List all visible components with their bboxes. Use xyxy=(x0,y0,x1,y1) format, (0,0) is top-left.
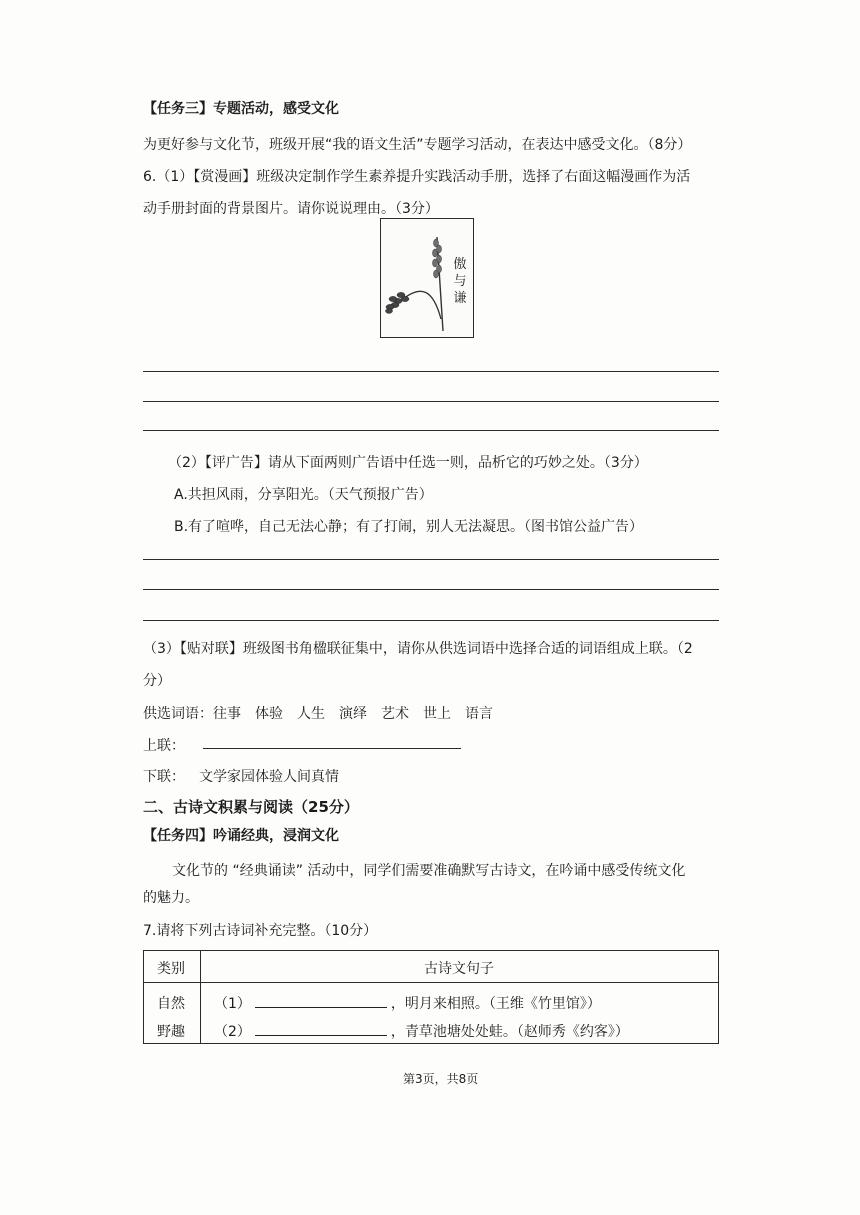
lower-couplet-label: 下联： xyxy=(143,769,185,785)
page-footer: 第3页，共8页 xyxy=(403,1072,479,1086)
lower-couplet-text: 文学家园体验人间真情 xyxy=(199,769,339,785)
task4-intro-line2: 的魅力。 xyxy=(143,890,199,906)
word-bank-item: 语言 xyxy=(465,706,493,722)
q6-part3-line1: （3）【贴对联】班级图书角楹联征集中，请你从供选词语中选择合适的词语组成上联。（2 xyxy=(143,641,693,657)
answer-line[interactable] xyxy=(143,559,719,560)
task4-heading: 【任务四】吟诵经典，浸润文化 xyxy=(143,828,339,844)
word-bank-item: 艺术 xyxy=(381,706,409,722)
word-bank xyxy=(143,703,493,723)
word-bank-label: 供选词语： xyxy=(143,706,213,722)
table-row xyxy=(214,1021,629,1041)
q6-part3-line2: 分） xyxy=(143,673,171,689)
q6-part2-prompt: （2）【评广告】请从下面两则广告语中任选一则，品析它的巧妙之处。（3分） xyxy=(168,455,648,471)
upper-couplet-blank[interactable] xyxy=(203,748,461,749)
poem-blank-2[interactable] xyxy=(255,1021,387,1036)
lower-couplet xyxy=(143,766,339,786)
task3-heading: 【任务三】专题活动，感受文化 xyxy=(143,101,339,117)
answer-line[interactable] xyxy=(143,401,719,402)
answer-line[interactable] xyxy=(143,430,719,431)
task4-intro-line1: 文化节的 “经典诵读” 活动中，同学们需要准确默写古诗文，在吟诵中感受传统文化 xyxy=(172,863,686,879)
table-row xyxy=(214,993,601,1013)
category-label: 野趣 xyxy=(157,1024,185,1040)
q6-option-b: B.有了喧哗，自己无法心静；有了打闹，别人无法凝思。（图书馆公益广告） xyxy=(174,519,644,535)
cartoon-caption: 傲与谦 xyxy=(453,257,467,306)
word-bank-item: 演绎 xyxy=(339,706,367,722)
table-header-category: 类别 xyxy=(157,961,185,977)
answer-line[interactable] xyxy=(143,589,719,590)
answer-line[interactable] xyxy=(143,371,719,372)
category-label: 自然 xyxy=(157,996,185,1012)
word-bank-item: 往事 xyxy=(213,706,241,722)
q6-part1-line2: 动手册封面的背景图片。请你说说理由。（3分） xyxy=(143,201,439,217)
row-number: （2） xyxy=(214,1024,251,1040)
q6-option-a: A.共担风雨，分享阳光。（天气预报广告） xyxy=(174,487,433,503)
poem-table xyxy=(143,950,719,1044)
row-text: ，青草池塘处处蛙。（赵师秀《约客》） xyxy=(390,1024,629,1040)
word-bank-item: 人生 xyxy=(297,706,325,722)
word-bank-item: 世上 xyxy=(423,706,451,722)
upper-couplet-label: 上联： xyxy=(143,738,185,754)
section2-heading: 二、古诗文积累与阅读（25分） xyxy=(143,798,359,816)
q6-part1-line1: 6.（1）【赏漫画】班级决定制作学生素养提升实践活动手册，选择了右面这幅漫画作为活 xyxy=(143,169,691,185)
row-number: （1） xyxy=(214,996,251,1012)
table-header-sentence: 古诗文句子 xyxy=(424,961,494,977)
task3-intro: 为更好参与文化节，班级开展“我的语文生活”专题学习活动，在表达中感受文化。（8分） xyxy=(143,137,692,153)
answer-line[interactable] xyxy=(143,620,719,621)
poem-blank-1[interactable] xyxy=(255,993,387,1008)
q7-prompt: 7.请将下列古诗词补充完整。（10分） xyxy=(143,923,378,939)
row-text: ，明月来相照。（王维《竹里馆》） xyxy=(390,996,601,1012)
word-bank-item: 体验 xyxy=(255,706,283,722)
